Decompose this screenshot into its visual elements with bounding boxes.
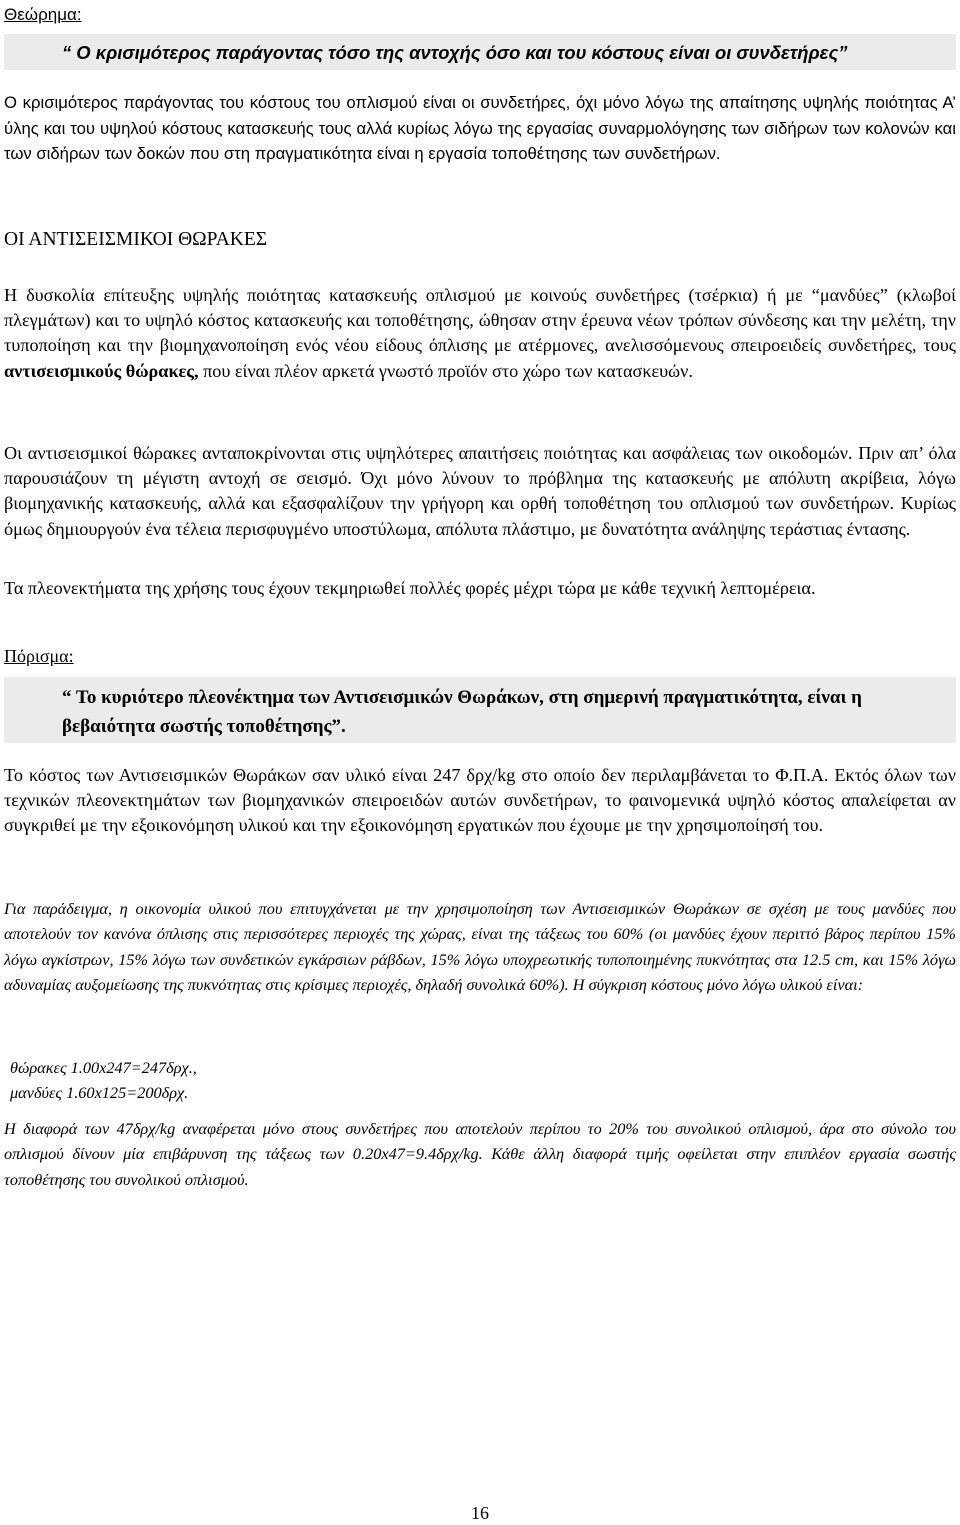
theorem-statement: “ Ο κρισιμότερος παράγοντας τόσο της αντοχής όσο και του κόστους είναι οι συνδετήρες” xyxy=(62,42,848,63)
page-number: 16 xyxy=(471,1503,489,1523)
section-paragraph-1 xyxy=(4,283,956,384)
bold-term: αντισεισμικούς θώρακες, xyxy=(4,360,199,381)
example-paragraph: Για παράδειγμα, η οικονομία υλικού που επιτυγχάνεται με την χρησιμοποίηση των Αντισεισμικών Θωράκων σε σχέση με τους μανδύες που αποτελούν τον κανόνα όπλισης στις περισσότερες περιοχές της χώρας, είναι της τάξεως του 60% (οι μανδύες έχουν περιττό βάρος περίπου 15% λόγω αγκίστρων, 15% λόγω των συνδετικών εγκάρσιων ράβδων, 15% λόγω υποχρεωτικής τυποποιημένης πυκνότητας στα 12.5 cm, και 15% λόγω αδυναμίας αυξομείωσης της πυκνότητας στις κρίσιμες περιοχές, δηλαδή συνολικά 60%). Η σύγκριση κόστους μόνο λόγω υλικού είναι: xyxy=(4,899,956,995)
calculation-line: μανδύες 1.60x125=200δρχ. xyxy=(10,1083,189,1102)
section-paragraph-2: Οι αντισεισμικοί θώρακες ανταποκρίνονται στις υψηλότερες απαιτήσεις ποιότητας και ασφάλειας των οικοδομών. Πριν απ’ όλα παρουσιάζουν τη μέγιστη αντοχή σε σεισμό. Όχι μόνο λύνουν το πρόβλημα της κατασκευής με απόλυτη ακρίβεια, λόγω βιομηχανικής κατασκευής, αλλά και εξασφαλίζουν την γρήγορη και ορθή τοποθέτηση του οπλισμού των συνδετήρων. Κυρίως όμως δημιουργούν ένα τέλεια περισφυγμένο υποστύλωμα, απόλυτα πλάστιμο, με δυνατότητα ανάληψης τεράστιας έντασης. xyxy=(4,443,956,539)
corollary-label: Πόρισμα: xyxy=(4,646,74,666)
corollary-statement: “ Το κυριότερο πλεονέκτημα των Αντισεισμικών Θωράκων, στη σημερινή πραγματικότητα, είναι η βεβαιότητα σωστής τοποθέτησης”. xyxy=(62,687,862,737)
paragraph-text-start: Η δυσκολία επίτευξης υψηλής ποιότητας κατασκευής οπλισμού με κοινούς συνδετήρες (τσέρκια) ή με “μανδύες” (κλωβοί πλεγμάτων) και το υψηλό κόστος κατασκευής και τοποθέτησης, ώθησαν στην έρευνα νέων τρόπων σύνδεσης και την μελέτη, την τυποποίηση και την βιομηχανοποίηση ενός νέου είδους όπλισης με ατέρμονες, ανελισσόμενους σπειροειδείς συνδετήρες, τους xyxy=(4,285,956,356)
cost-paragraph: Το κόστος των Αντισεισμικών Θωράκων σαν υλικό είναι 247 δρχ/kg στο οποίο δεν περιλαμβάνεται το Φ.Π.Α. Εκτός όλων των τεχνικών πλεονεκτημάτων των βιομηχανικών σπειροειδών αυτών συνδετήρων, το φαινομενικά υψηλό κόστος απαλείφεται αν συγκριθεί με την εξοικονόμηση υλικού και την εξοικονόμηση εργατικών που έχουμε με την χρησιμοποίησή του. xyxy=(4,765,956,836)
difference-paragraph: Η διαφορά των 47δρχ/kg αναφέρεται μόνο στους συνδετήρες που αποτελούν περίπου το 20% του συνολικού οπλισμού, άρα στο σύνολο του οπλισμού δίνουν μία επιβάρυνση της τάξεως των 0.20x47=9.4δρχ/kg. Κάθε άλλη διαφορά τιμής οφείλεται στην επιπλέον εργασία σωστής τοποθέτησης του συνολικού οπλισμού. xyxy=(4,1119,956,1189)
section-paragraph-3: Τα πλεονεκτήματα της χρήσης τους έχουν τεκμηριωθεί πολλές φορές μέχρι τώρα με κάθε τεχνική λεπτομέρεια. xyxy=(4,578,816,598)
paragraph-text-end: που είναι πλέον αρκετά γνωστό προϊόν στο χώρο των κατασκευών. xyxy=(203,360,693,381)
calculation-line: θώρακες 1.00x247=247δρχ., xyxy=(10,1058,197,1077)
intro-paragraph: Ο κρισιμότερος παράγοντας του κόστους του οπλισμού είναι οι συνδετήρες, όχι μόνο λόγω της απαίτησης υψηλής ποιότητας Α’ ύλης και του υψηλού κόστους κατασκευής τους αλλά κυρίως λόγω της εργασίας συναρμολόγησης των σιδήρων των κολονών και των σιδήρων των δοκών που στη πραγματικότητα είναι η εργασία τοποθέτησης των συνδετήρων. xyxy=(4,93,956,163)
theorem-label: Θεώρημα: xyxy=(4,5,82,24)
section-heading: ΟΙ ΑΝΤΙΣΕΙΣΜΙΚΟΙ ΘΩΡΑΚΕΣ xyxy=(4,229,268,250)
